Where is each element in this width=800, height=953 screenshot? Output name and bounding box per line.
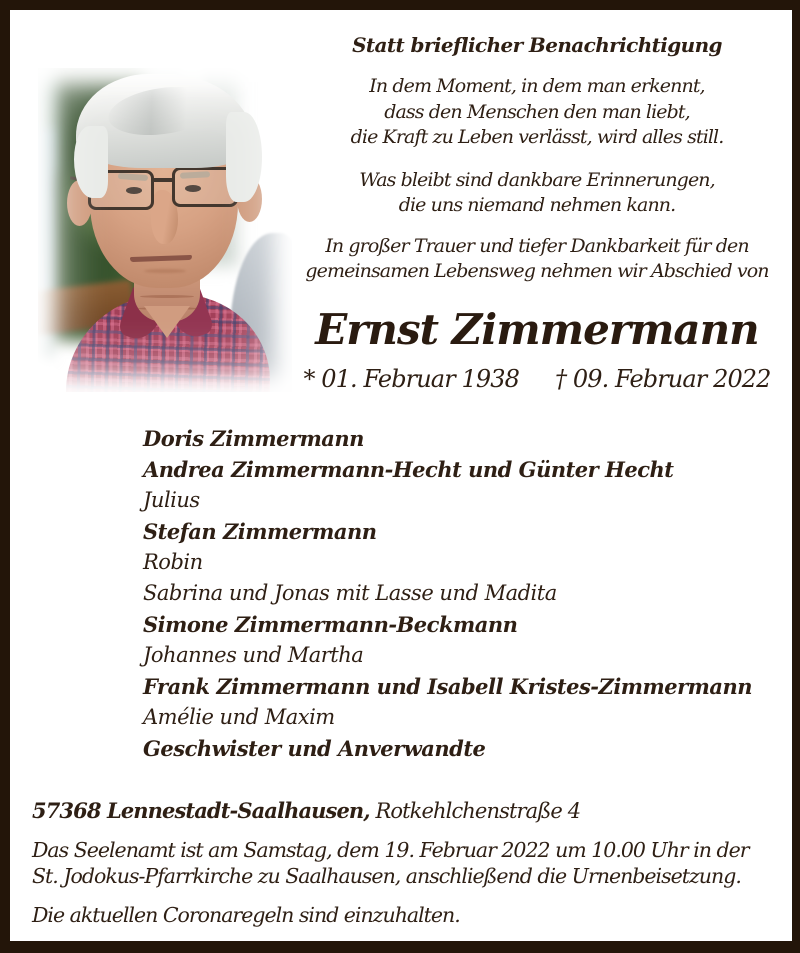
- verse-line: In dem Moment, in dem man erkennt,: [369, 75, 705, 97]
- mourner-line: Stefan Zimmermann: [143, 519, 377, 544]
- address-city: 57368 Lennestadt-Saalhausen,: [32, 798, 370, 823]
- header-line: Statt brieflicher Benachrichtigung: [352, 33, 722, 57]
- life-dates: [290, 365, 784, 393]
- verse-line: Was bleibt sind dankbare Erinnerungen,: [359, 168, 715, 191]
- mourner-line: Doris Zimmermann: [143, 426, 364, 451]
- birth-date: * 01. Februar 1938: [303, 364, 519, 393]
- verse-line: die uns niemand nehmen kann.: [398, 194, 676, 216]
- portrait-photo: [38, 68, 292, 392]
- service-line: St. Jodokus-Pfarrkirche zu Saalhausen, anschließend die Urnenbeisetzung.: [32, 863, 741, 888]
- announcement-column: [290, 32, 784, 393]
- verse-stanza-1: [290, 74, 784, 151]
- service-line: Das Seelenamt ist am Samstag, dem 19. Februar 2022 um 10.00 Uhr in der: [32, 838, 749, 862]
- verse-stanza-2: [290, 168, 784, 219]
- intro-line: gemeinsamen Lebensweg nehmen wir Abschied von: [305, 260, 769, 282]
- mourner-line: Robin: [143, 550, 203, 574]
- death-date: † 09. Februar 2022: [555, 364, 771, 393]
- verse-line: die Kraft zu Leben verlässt, wird alles still.: [350, 126, 724, 148]
- mourner-line: Sabrina und Jonas mit Lasse und Madita: [143, 581, 557, 605]
- deceased-name: Ernst Zimmermann: [315, 304, 759, 354]
- corona-notice: Die aktuellen Coronaregeln sind einzuhalten.: [32, 903, 460, 927]
- address-street: Rotkehlchenstraße 4: [369, 799, 581, 823]
- service-info: [32, 838, 749, 889]
- mourner-line: Johannes und Martha: [143, 643, 364, 667]
- address-line: [32, 798, 580, 823]
- verse-line: dass den Menschen den man liebt,: [384, 100, 690, 123]
- intro-line: In großer Trauer und tiefer Dankbarkeit für den: [325, 234, 749, 257]
- mourner-line: Julius: [143, 488, 200, 512]
- mourner-line: Amélie und Maxim: [143, 705, 335, 729]
- mourners-list: [143, 423, 752, 764]
- mourner-line: Simone Zimmermann-Beckmann: [143, 612, 518, 637]
- mourner-line: Geschwister und Anverwandte: [143, 736, 486, 761]
- intro-text: [290, 234, 784, 285]
- photo-feathered-edge: [38, 68, 292, 392]
- mourner-line: Andrea Zimmermann-Hecht und Günter Hecht: [143, 457, 674, 482]
- mourner-line: Frank Zimmermann und Isabell Kristes-Zimmermann: [143, 674, 753, 699]
